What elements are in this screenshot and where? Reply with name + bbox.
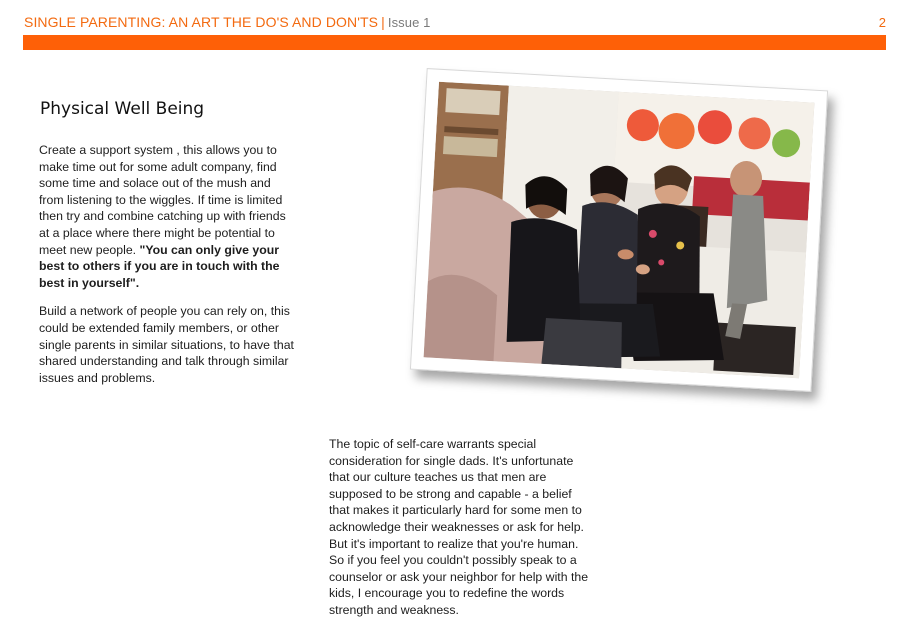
section-heading: Physical Well Being bbox=[40, 99, 205, 119]
page-number: 2 bbox=[878, 15, 886, 30]
paragraph-network: Build a network of people you can rely on, this could be extended family members, or other single parents in similar situations, to have that shared understanding and talk through similar issues and problems. bbox=[39, 304, 294, 385]
paragraph-single-dads: The topic of self-care warrants special consideration for single dads. It's unfortunate that our culture teaches us that men are supposed to be strong and capable - a belief that makes it particularly hard for some men to acknowledge their weaknesses or ask for help. But it's important to realize that you're human. So if you feel you couldn't possibly speak to a counselor or ask your neighbor for help with the kids, I encourage you to redefine the words strength and weakness. bbox=[329, 437, 589, 617]
group-photo-illustration bbox=[424, 82, 815, 379]
header-separator: | bbox=[381, 14, 385, 30]
paragraph-support-system-text: Create a support system , this allows you to make time out for some adult company, find some time and solace out of the mush and from listening to the wiggles. If time is limited then try and combine catching up with friends at a place where there might be potential to meet new people. bbox=[39, 143, 286, 257]
header-accent-bar bbox=[23, 35, 886, 50]
header-title bbox=[24, 14, 431, 30]
group-photo bbox=[424, 82, 815, 379]
middle-column bbox=[329, 436, 589, 619]
left-column bbox=[39, 142, 295, 398]
quote-best-in-yourself: "You can only give your best to others if you are in touch with the best in yourself". bbox=[39, 242, 280, 290]
publication-title: SINGLE PARENTING: AN ART THE DO'S AND DON'TS bbox=[24, 14, 379, 30]
paragraph-support-system bbox=[39, 142, 295, 291]
issue-label: Issue 1 bbox=[387, 15, 431, 30]
photo-frame bbox=[410, 68, 828, 392]
